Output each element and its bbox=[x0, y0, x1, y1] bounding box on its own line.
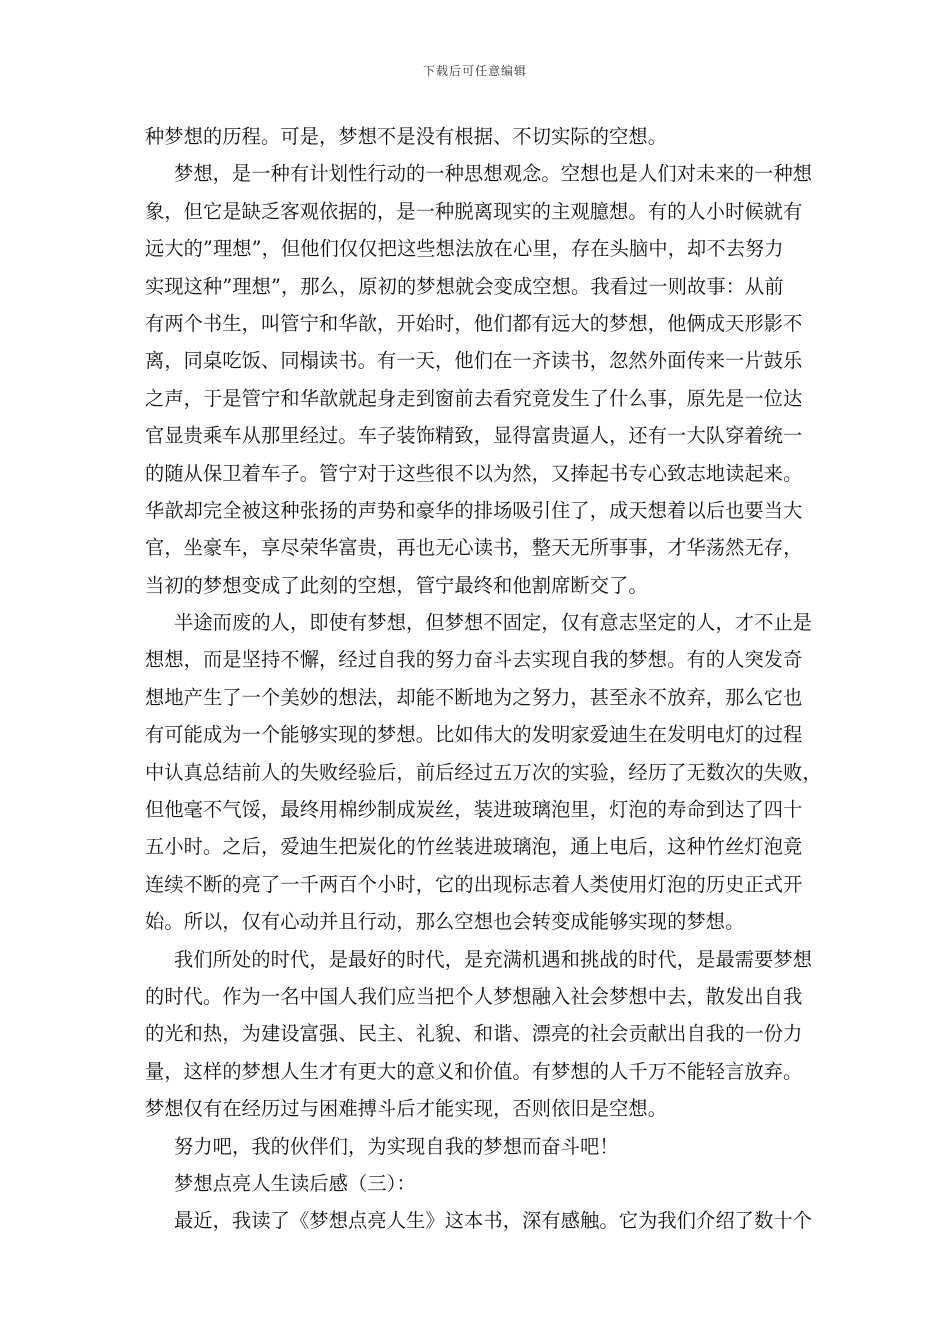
text-line: 种梦想的历程。可是，梦想不是没有根据、不切实际的空想。 bbox=[145, 125, 668, 148]
text-line: 始。所以，仅有心动并且行动，那么空想也会转变成能够实现的梦想。 bbox=[145, 910, 745, 934]
text-line: 想地产生了一个美妙的想法，却能不断地为之努力，甚至永不放弃，那么它也 bbox=[145, 685, 803, 709]
text-line: 最近，我读了《梦想点亮人生》这本书，深有感触。它为我们介绍了数十个 bbox=[174, 1209, 813, 1233]
text-line: 当初的梦想变成了此刻的空想，管宁最终和他割席断交了。 bbox=[145, 573, 648, 597]
text-line: 远大的”理想”，但他们仅仅把这些想法放在心里，存在头脑中，却不去努力 bbox=[145, 237, 784, 261]
text-line: 华歆却完全被这种张扬的声势和豪华的排场吸引住了，成天想着以后也要当大 bbox=[145, 498, 803, 522]
text-line: 的随从保卫着车子。管宁对于这些很不以为然，又捧起书专心致志地读起来。 bbox=[145, 461, 803, 485]
text-line: 梦想仅有在经历过与困难搏斗后才能实现，否则依旧是空想。 bbox=[145, 1097, 668, 1121]
document-body bbox=[145, 118, 822, 1240]
text-line: 但他毫不气馁，最终用棉纱制成炭丝，装进玻璃泡里，灯泡的寿命到达了四十 bbox=[145, 798, 803, 822]
text-line: 想想，而是坚持不懈，经过自我的努力奋斗去实现自我的梦想。有的人突发奇 bbox=[145, 648, 803, 672]
text-line: 离，同桌吃饭、同榻读书。有一天，他们在一齐读书，忽然外面传来一片鼓乐 bbox=[145, 349, 803, 373]
text-line: 象，但它是缺乏客观依据的，是一种脱离现实的主观臆想。有的人小时候就有 bbox=[145, 199, 803, 223]
text-line: 五小时。之后，爱迪生把炭化的竹丝装进玻璃泡，通上电后，这种竹丝灯泡竟 bbox=[145, 835, 803, 859]
text-line: 的时代。作为一名中国人我们应当把个人梦想融入社会梦想中去，散发出自我 bbox=[145, 984, 803, 1008]
section-heading: 梦想点亮人生读后感（三）： bbox=[174, 1171, 416, 1195]
text-line: 量，这样的梦想人生才有更大的意义和价值。有梦想的人千万不能轻言放弃。 bbox=[145, 1059, 803, 1083]
text-line: 连续不断的亮了一千两百个小时，它的出现标志着人类使用灯泡的历史正式开 bbox=[145, 872, 803, 896]
text-line: 中认真总结前人的失败经验后，前后经过五万次的实验，经历了无数次的失败， bbox=[145, 760, 822, 784]
text-line: 我们所处的时代，是最好的时代，是充满机遇和挑战的时代，是最需要梦想 bbox=[174, 947, 813, 971]
text-line: 半途而废的人，即使有梦想，但梦想不固定，仅有意志坚定的人，才不止是 bbox=[174, 611, 813, 635]
text-line: 官，坐豪车，享尽荣华富贵，再也无心读书，整天无所事事，才华荡然无存， bbox=[145, 536, 803, 560]
text-line: 官显贵乘车从那里经过。车子装饰精致，显得富贵逼人，还有一大队穿着统一 bbox=[145, 424, 803, 448]
text-line: 实现这种”理想”，那么，原初的梦想就会变成空想。我看过一则故事：从前 bbox=[145, 274, 784, 298]
text-line: 之声，于是管宁和华歆就起身走到窗前去看究竟发生了什么事，原先是一位达 bbox=[145, 386, 803, 410]
text-line: 有可能成为一个能够实现的梦想。比如伟大的发明家爱迪生在发明电灯的过程 bbox=[145, 723, 803, 747]
text-line: 努力吧，我的伙伴们，为实现自我的梦想而奋斗吧！ bbox=[174, 1134, 619, 1158]
text-line: 梦想，是一种有计划性行动的一种思想观念。空想也是人们对未来的一种想 bbox=[174, 162, 813, 186]
text-line: 有两个书生，叫管宁和华歆，开始时，他们都有远大的梦想，他俩成天形影不 bbox=[145, 311, 803, 335]
text-line: 的光和热，为建设富强、民主、礼貌、和谐、漂亮的社会贡献出自我的一份力 bbox=[145, 1022, 803, 1046]
page-header: 下载后可任意编辑 bbox=[422, 64, 527, 78]
